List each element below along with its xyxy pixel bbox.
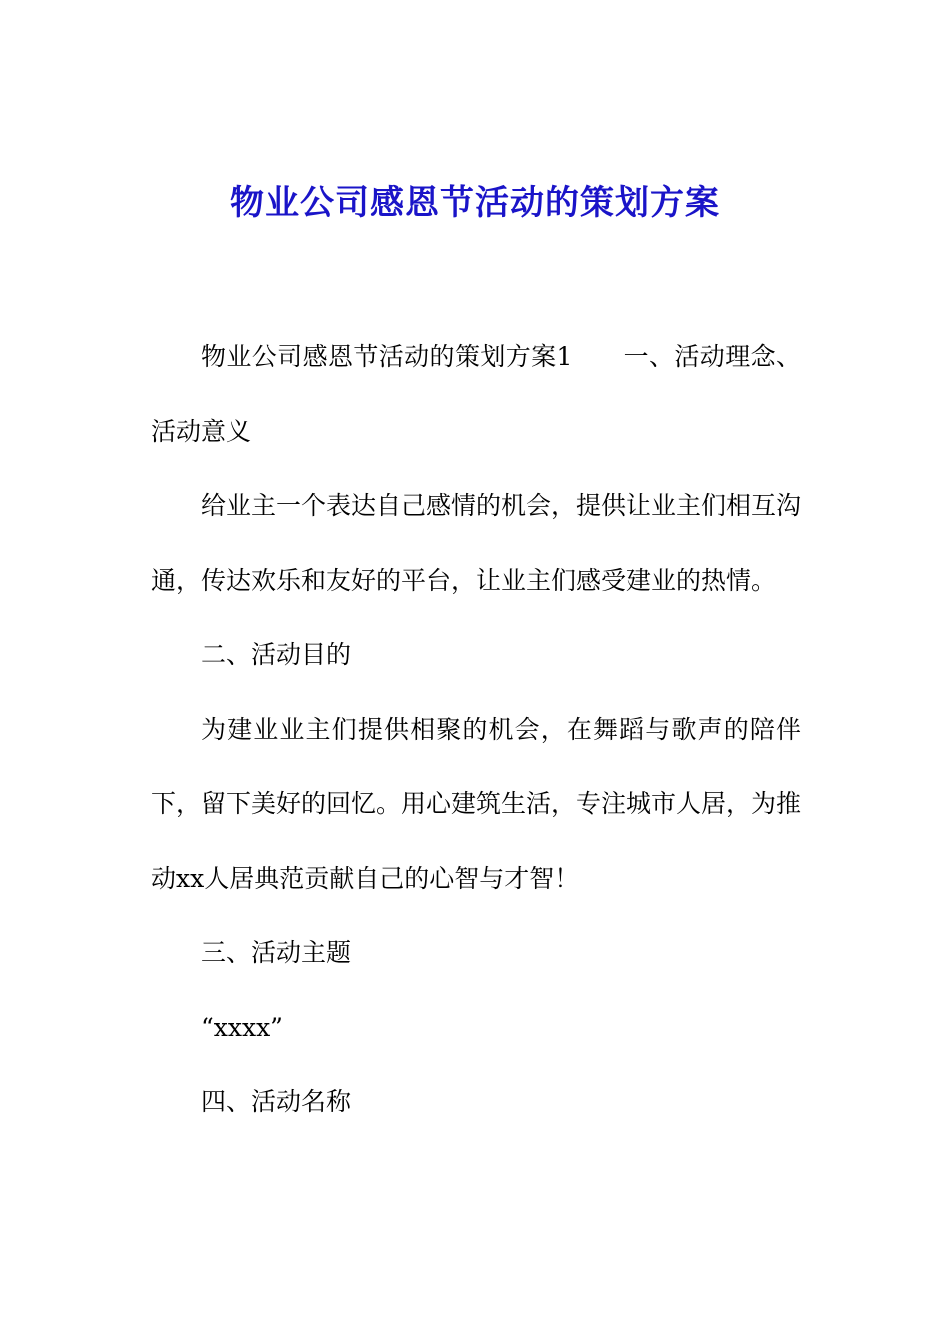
paragraph-activity-concept: 物业公司感恩节活动的策划方案1 一、活动理念、活动意义 — [151, 342, 801, 446]
document-body — [151, 320, 801, 1140]
heading-activity-theme: 三、活动主题 — [201, 938, 352, 967]
paragraph-theme-content: “xxxx” — [201, 1012, 283, 1042]
heading-activity-name: 四、活动名称 — [201, 1087, 352, 1116]
document-title: 物业公司感恩节活动的策划方案 — [230, 183, 720, 223]
paragraph-purpose-content: 为建业业主们提供相聚的机会，在舞蹈与歌声的陪伴下，留下美好的回忆。用心建筑生活，专注城市人居，为推动xx人居典范贡献自己的心智与才智！ — [151, 714, 802, 893]
paragraph-concept-content: 给业主一个表达自己感情的机会，提供让业主们相互沟通，传达欢乐和友好的平台，让业主们感受建业的热情。 — [151, 491, 802, 595]
heading-activity-purpose: 二、活动目的 — [201, 640, 352, 669]
